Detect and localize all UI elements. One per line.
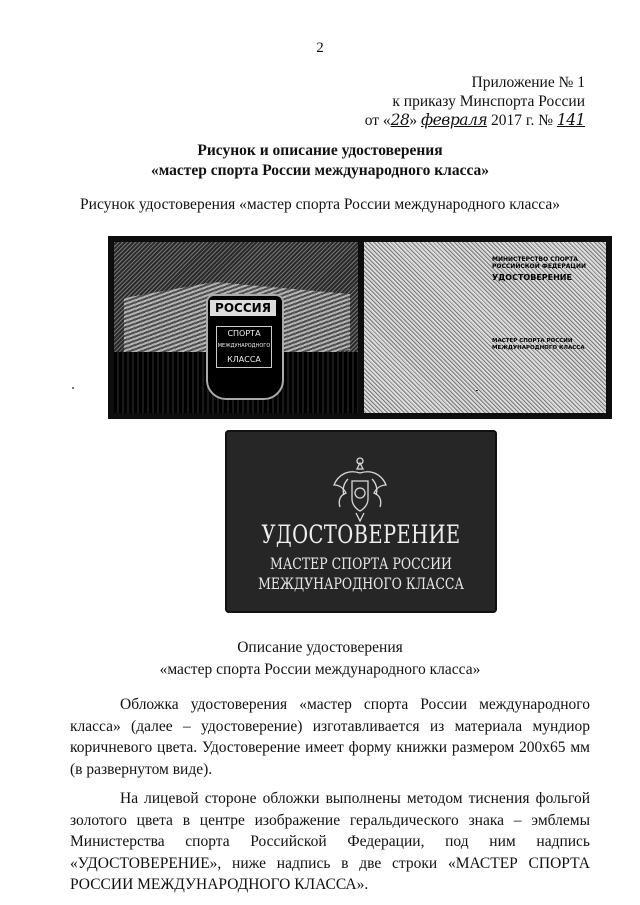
spread-rank-text <box>492 338 602 351</box>
cover-subtitle-2: МЕЖДУНАРОДНОГО КЛАССА <box>258 574 464 593</box>
date-month: февраля <box>421 111 488 129</box>
badge-center-text <box>216 326 272 368</box>
id-card-spread-image <box>108 236 612 419</box>
description-title-2: «мастер спорта России международного класса» <box>159 661 481 678</box>
appendix-header <box>330 73 585 130</box>
badge-text-1: СПОРТА <box>227 329 261 338</box>
appendix-order-date <box>330 111 585 130</box>
page-number: 2 <box>316 40 324 56</box>
badge-top-label: РОССИЯ <box>210 300 276 316</box>
rank-line-1: МАСТЕР СПОРТА РОССИИ <box>492 338 573 344</box>
date-day: 28 <box>390 111 410 129</box>
margin-mark <box>72 387 74 389</box>
appendix-label: Приложение № 1 <box>471 74 585 91</box>
title-line-2: «мастер спорта России международного класса» <box>150 162 490 179</box>
date-year: 2017 г. № <box>487 112 557 129</box>
spread-title: УДОСТОВЕРЕНИЕ <box>492 273 572 282</box>
rank-line-2: МЕЖДУНАРОДНОГО КЛАССА <box>492 344 585 351</box>
date-mid: » <box>409 112 421 129</box>
ministry-text <box>492 256 602 270</box>
figure-caption: Рисунок удостоверения «мастер спорта России международного класса» <box>80 196 560 213</box>
ministry-emblem-icon <box>330 455 390 525</box>
badge-text-3: КЛАССА <box>227 355 261 364</box>
paragraph: На лицевой стороне обложки выполнены методом тиснения фольгой золотого цвета в центре изображение геральдического знака – эмблемы Министерства спорта Российской Федерации, под ним надпись «УДОСТОВЕРЕНИЕ», ниже надпись в две строки «МАСТЕР СПОРТА РОССИИ МЕЖДУНАРОДНОГО КЛАССА». <box>70 790 590 893</box>
cover-title: УДОСТОВЕРЕНИЕ <box>261 520 461 549</box>
description-title <box>0 637 640 681</box>
date-prefix: от « <box>364 112 391 129</box>
appendix-order-ref: к приказу Минспорта России <box>392 93 585 110</box>
description-body <box>70 694 590 904</box>
description-title-1: Описание удостоверения <box>237 639 403 656</box>
id-card-cover-image <box>225 430 497 613</box>
master-of-sport-badge <box>206 294 284 400</box>
signature-line <box>476 385 601 391</box>
paragraph: Обложка удостоверения «мастер спорта России международного класса» (далее – удостоверение) изготавливается из материала мундиор коричневого цвета. Удостоверение имеет форму книжки размером 200х65 мм (в развернутом виде). <box>70 696 590 778</box>
document-title <box>0 141 640 181</box>
ministry-line-2: РОССИЙСКОЙ ФЕДЕРАЦИИ <box>492 263 587 270</box>
spread-left-page <box>114 242 358 413</box>
order-number: 141 <box>556 111 585 129</box>
badge-text-2: МЕЖДУНАРОДНОГО <box>217 343 271 349</box>
cover-subtitle-1: МАСТЕР СПОРТА РОССИИ <box>270 554 452 573</box>
title-line-1: Рисунок и описание удостоверения <box>197 142 443 159</box>
spread-right-page <box>364 242 606 413</box>
ministry-line-1: МИНИСТЕРСТВО СПОРТА <box>492 256 578 263</box>
